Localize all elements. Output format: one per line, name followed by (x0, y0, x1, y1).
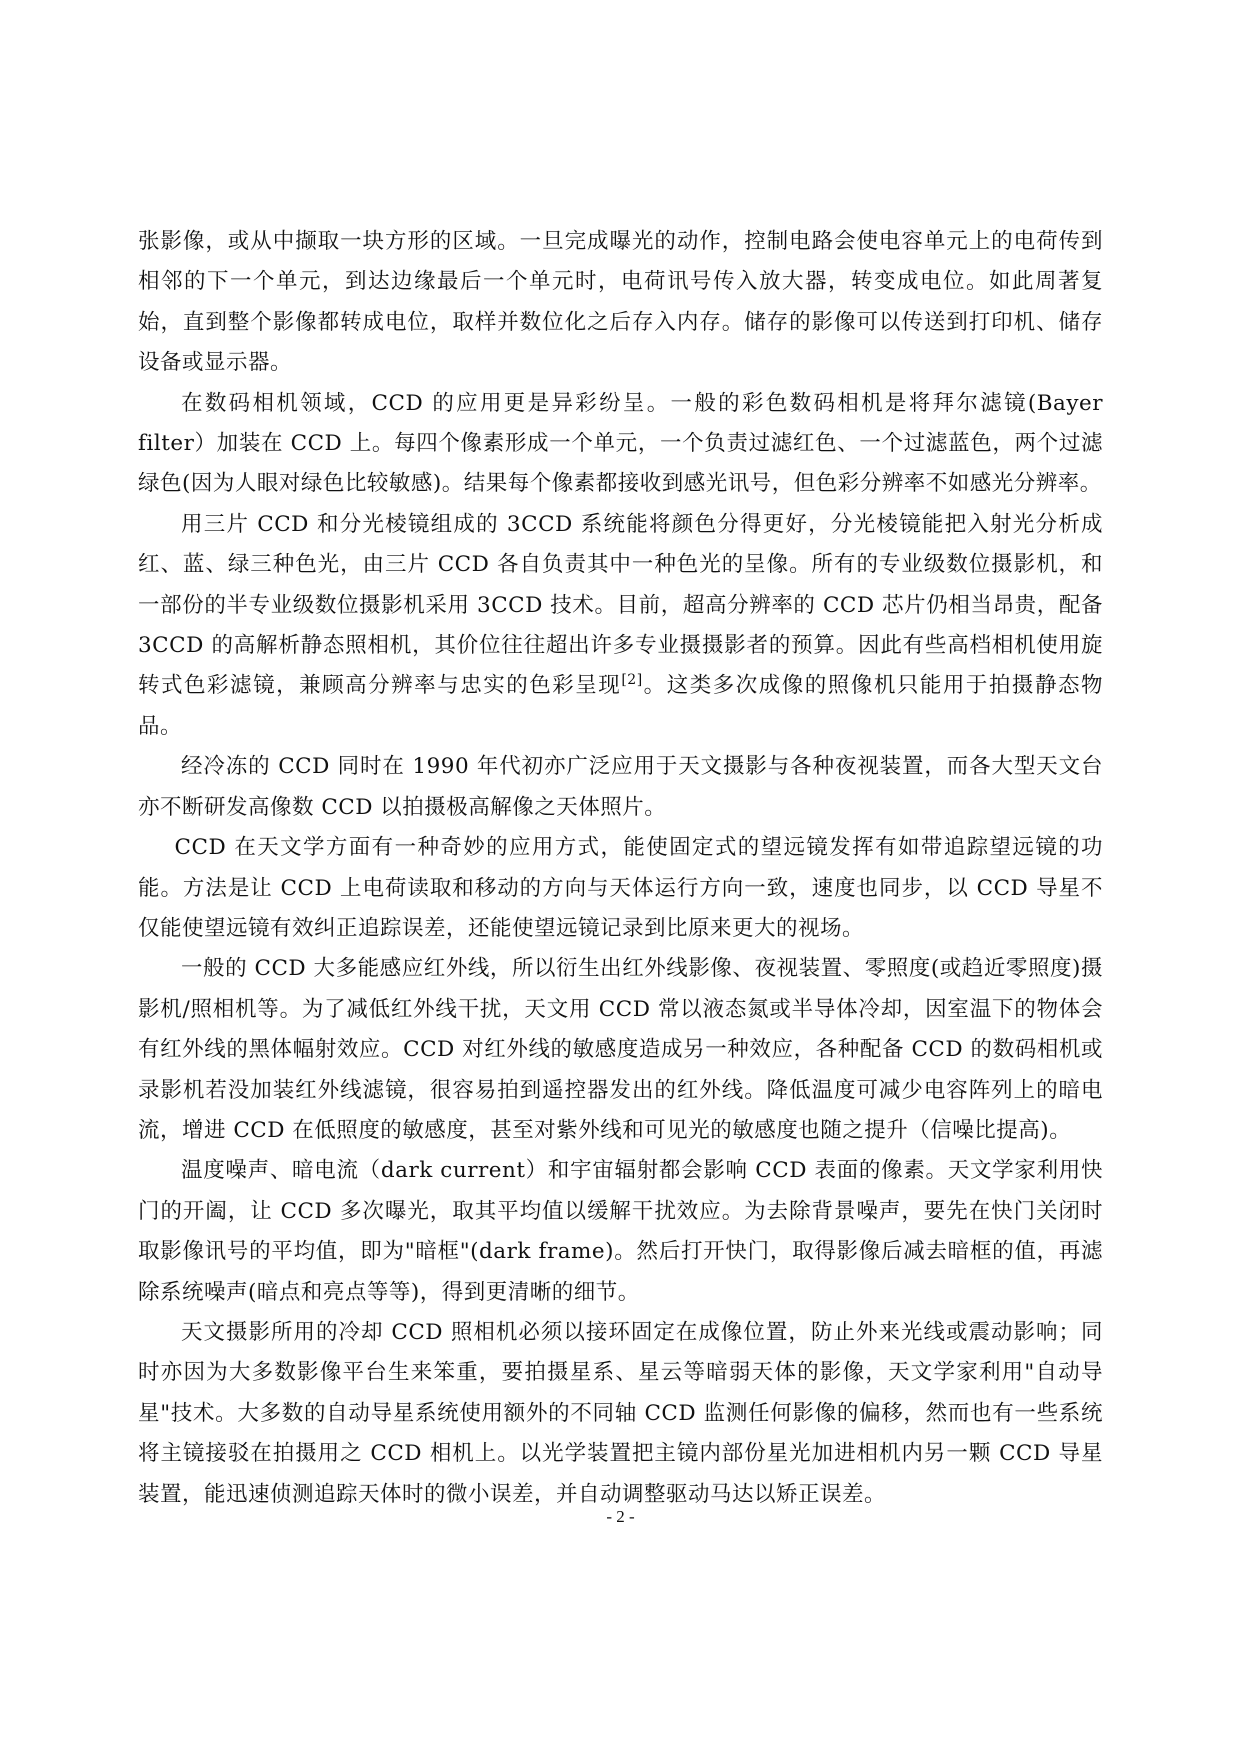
paragraph-3ccd-system (138, 505, 1103, 747)
citation-reference: [2] (621, 672, 643, 689)
paragraph-ccd-tracking: CCD 在天文学方面有一种奇妙的应用方式，能使固定式的望远镜发挥有如带追踪望远镜的功能。方法是让 CCD 上电荷读取和移动的方向与天体运行方向一致，速度也同步，以 CCD 导星不仅能使望远镜有效纠正追踪误差，还能使望远镜记录到比原来更大的视场。 (138, 835, 1103, 941)
document-body (138, 222, 1103, 1512)
page-number: - 2 - (606, 1507, 635, 1526)
paragraph-infrared-sensitivity: 一般的 CCD 大多能感应红外线，所以衍生出红外线影像、夜视装置、零照度(或趋近零照度)摄影机/照相机等。为了减低红外线干扰，天文用 CCD 常以液态氮或半导体冷却，因室温下的物体会有红外线的黑体幅射效应。CCD 对红外线的敏感度造成另一种效应，各种配备 CCD 的数码相机或录影机若没加装红外线滤镜，很容易拍到遥控器发出的红外线。降低温度可减少电容阵列上的暗电流，增进 CCD 在低照度的敏感度，甚至对紫外线和可见光的敏感度也随之提升（信噪比提高)。 (138, 956, 1103, 1143)
paragraph-3ccd-text-after: 。这类多次成像的照像机只能用于拍摄静态物品。 (138, 673, 1103, 739)
paragraph-noise-dark-frame: 温度噪声、暗电流（dark current）和宇宙辐射都会影响 CCD 表面的像素。天文学家利用快门的开阖，让 CCD 多次曝光，取其平均值以缓解干扰效应。为去除背景噪声，要先在快门关闭时取影像讯号的平均值，即为"暗框"(dark frame)。然后打开快门，取得影像后减去暗框的值，再滤除系统噪声(暗点和亮点等等)，得到更清晰的细节。 (138, 1158, 1103, 1305)
paragraph-3ccd-text-before: 用三片 CCD 和分光棱镜组成的 3CCD 系统能将颜色分得更好，分光棱镜能把入射光分析成红、蓝、绿三种色光，由三片 CCD 各自负责其中一种色光的呈像。所有的专业级数位摄影机，和一部份的半专业级数位摄影机采用 3CCD 技术。目前，超高分辨率的 CCD 芯片仍相当昂贵，配备 3CCD 的高解析静态照相机，其价位往往超出许多专业摄摄影者的预算。因此有些高档相机使用旋转式色彩滤镜，兼顾高分辨率与忠实的色彩呈现 (138, 511, 1103, 699)
paragraph-digital-camera-bayer: 在数码相机领域，CCD 的应用更是异彩纷呈。一般的彩色数码相机是将拜尔滤镜(Bayer filter）加装在 CCD 上。每四个像素形成一个单元，一个负责过滤红色、一个过滤蓝色，两个过滤绿色(因为人眼对绿色比较敏感)。结果每个像素都接收到感光讯号，但色彩分辨率不如感光分辨率。 (138, 390, 1103, 497)
paragraph-auto-guiding: 天文摄影所用的冷却 CCD 照相机必须以接环固定在成像位置，防止外来光线或震动影响；同时亦因为大多数影像平台生来笨重，要拍摄星系、星云等暗弱天体的影像，天文学家利用"自动导星"技术。大多数的自动导星系统使用额外的不同轴 CCD 监测任何影像的偏移，然而也有一些系统将主镜接驳在拍摄用之 CCD 相机上。以光学装置把主镜内部份星光加进相机内另一颗 CCD 导星装置，能迅速侦测追踪天体时的微小误差，并自动调整驱动马达以矫正误差。 (138, 1319, 1103, 1507)
paragraph-cooled-ccd-astronomy: 经冷冻的 CCD 同时在 1990 年代初亦广泛应用于天文摄影与各种夜视装置，而各大型天文台亦不断研发高像数 CCD 以拍摄极高解像之天体照片。 (138, 754, 1103, 820)
paragraph-continued-image-capture: 张影像，或从中撷取一块方形的区域。一旦完成曝光的动作，控制电路会使电容单元上的电荷传到相邻的下一个单元，到达边缘最后一个单元时，电荷讯号传入放大器，转变成电位。如此周著复始，直到整个影像都转成电位，取样并数位化之后存入内存。储存的影像可以传送到打印机、储存设备或显示器。 (138, 229, 1103, 376)
